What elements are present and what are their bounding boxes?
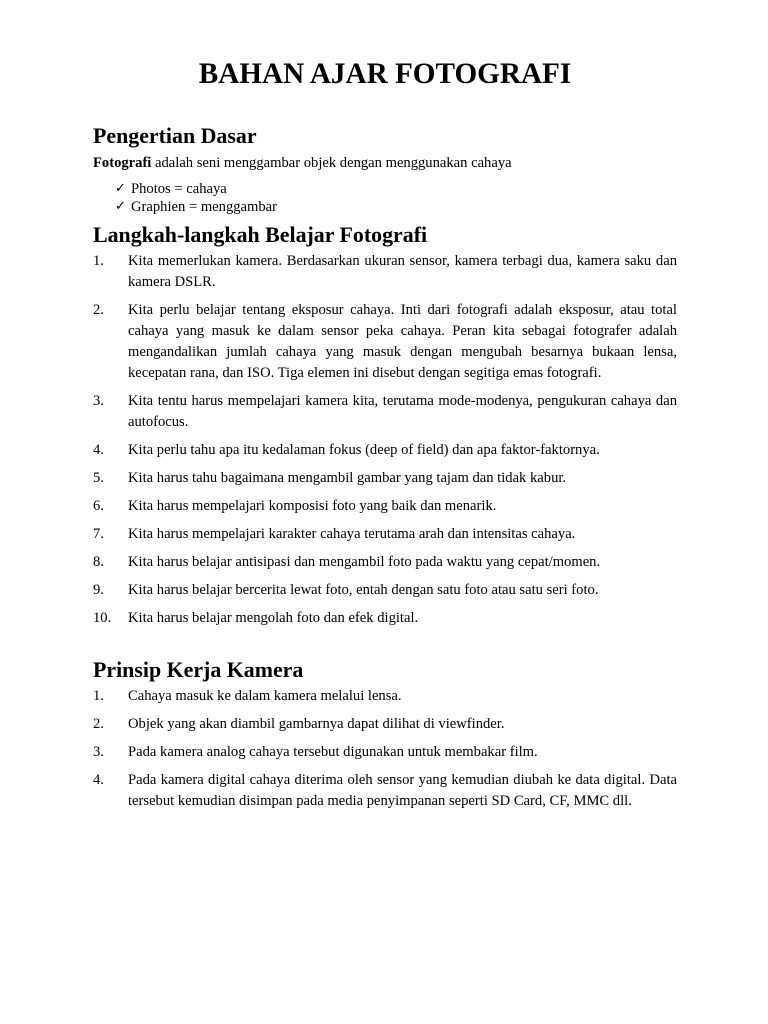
list-item-text: Kita tentu harus mempelajari kamera kita, terutama mode-modenya, pengukuran cahaya dan autofocus. [128, 393, 677, 430]
spacer [93, 636, 677, 659]
list-item [93, 608, 677, 629]
list-item-number: 7. [93, 526, 104, 542]
etymology-checklist [93, 180, 677, 216]
list-item-number: 1. [93, 688, 104, 704]
list-item [93, 742, 677, 763]
section-heading-pengertian: Pengertian Dasar [93, 123, 257, 148]
list-item-text: Kita harus mempelajari komposisi foto yang baik dan menarik. [128, 498, 497, 514]
list-item-number: 1. [93, 253, 104, 269]
list-item-number: 4. [93, 442, 104, 458]
list-item-text: Kita harus belajar antisipasi dan mengambil foto pada waktu yang cepat/momen. [128, 554, 601, 570]
steps-list [93, 251, 677, 629]
list-item-number: 3. [93, 393, 104, 409]
list-item-number: 10. [93, 610, 112, 626]
document-title: BAHAN AJAR FOTOGRAFI [198, 58, 572, 90]
definition-text: adalah seni menggambar objek dengan menggunakan cahaya [151, 155, 512, 171]
list-item-text: Kita perlu tahu apa itu kedalaman fokus (deep of field) dan apa faktor-faktornya. [128, 442, 600, 458]
principles-list [93, 686, 677, 812]
list-item-number: 6. [93, 498, 104, 514]
list-item-text: Objek yang akan diambil gambarnya dapat dilihat di viewfinder. [128, 716, 505, 732]
list-item-number: 9. [93, 582, 104, 598]
list-item [93, 300, 677, 384]
section-heading-langkah: Langkah-langkah Belajar Fotografi [93, 222, 428, 247]
list-item-text: Pada kamera digital cahaya diterima oleh sensor yang kemudian diubah ke data digital. Data tersebut kemudian disimpan pada media penyimpanan seperti SD Card, CF, MMC dll. [128, 772, 677, 809]
list-item [93, 440, 677, 461]
list-item [93, 251, 677, 293]
list-item-text: Pada kamera analog cahaya tersebut digunakan untuk membakar film. [128, 744, 538, 760]
definition-paragraph [93, 153, 677, 174]
list-item-text: Kita memerlukan kamera. Berdasarkan ukuran sensor, kamera terbagi dua, kamera saku dan kamera DSLR. [128, 253, 677, 290]
list-item-number: 2. [93, 302, 104, 318]
list-item [93, 686, 677, 707]
list-item-number: 5. [93, 470, 104, 486]
list-item [93, 770, 677, 812]
list-item-text: Kita harus mempelajari karakter cahaya terutama arah dan intensitas cahaya. [128, 526, 576, 542]
list-item [93, 552, 677, 573]
list-item-number: 8. [93, 554, 104, 570]
list-item-number: 4. [93, 772, 104, 788]
list-item-text: Cahaya masuk ke dalam kamera melalui lensa. [128, 688, 402, 704]
list-item: ✓ Graphien = menggambar [115, 199, 278, 215]
list-item [93, 496, 677, 517]
definition-term: Fotografi [93, 155, 152, 171]
spacer [93, 85, 677, 125]
list-item: ✓ Photos = cahaya [115, 181, 227, 197]
list-item [93, 580, 677, 601]
check-icon: ✓ [115, 199, 126, 214]
list-item-text: Kita harus belajar mengolah foto dan efek digital. [128, 610, 419, 626]
list-item-number: 2. [93, 716, 104, 732]
check-icon: ✓ [115, 181, 126, 196]
section-heading-prinsip: Prinsip Kerja Kamera [93, 657, 304, 682]
list-item-number: 3. [93, 744, 104, 760]
list-item [93, 524, 677, 545]
list-item [93, 714, 677, 735]
list-item-text: Kita perlu belajar tentang eksposur cahaya. Inti dari fotografi adalah eksposur, atau total cahaya yang masuk ke dalam sensor peka cahaya. Peran kita sebagai fotografer adalah mengandalikan jumlah cahaya yang masuk dengan mengubah besarnya bukaan lensa, kecepatan rana, dan ISO. Tiga elemen ini disebut dengan segitiga emas fotografi. [128, 302, 677, 381]
list-item [93, 468, 677, 489]
list-item-text: Kita harus belajar bercerita lewat foto, entah dengan satu foto atau satu seri foto. [128, 582, 599, 598]
list-item [93, 391, 677, 433]
list-item-text: Kita harus tahu bagaimana mengambil gambar yang tajam dan tidak kabur. [128, 470, 567, 486]
